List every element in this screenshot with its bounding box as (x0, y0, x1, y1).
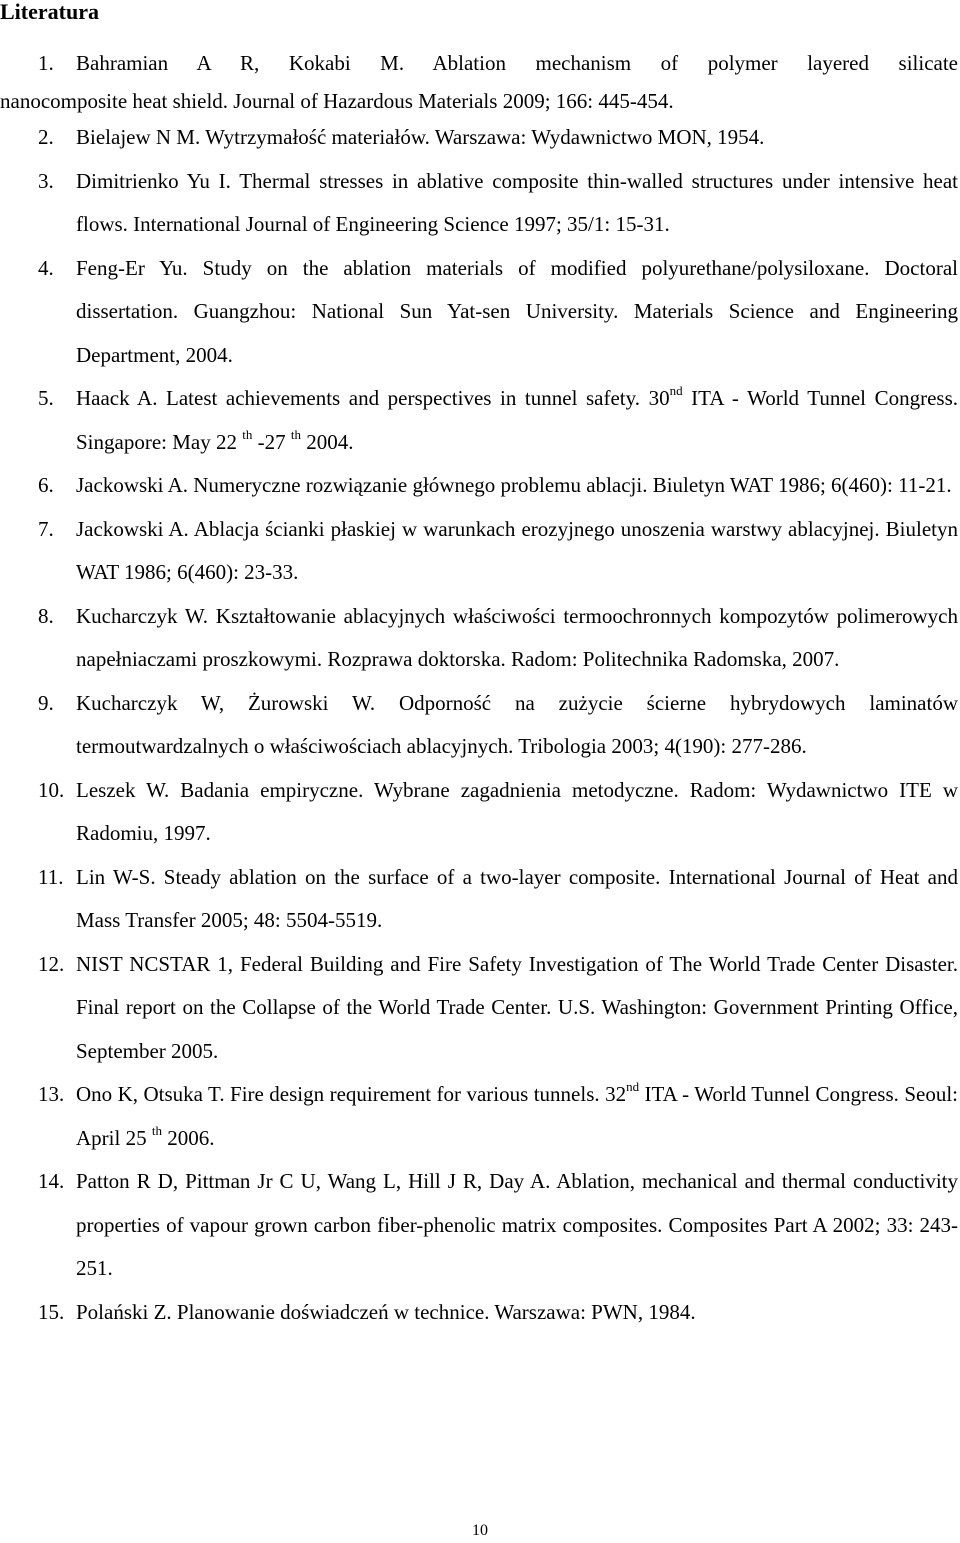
reference-number: 10. (38, 777, 65, 802)
reference-item-10 (0, 769, 958, 856)
reference-item-6 (0, 464, 958, 508)
reference-number: 9. (38, 690, 54, 715)
superscript: th (290, 426, 301, 442)
reference-item-15 (0, 1291, 958, 1335)
reference-text-part-2: ITA - World Tunnel Congress. Seoul: April 25 (76, 1082, 958, 1150)
reference-text: Dimitrienko Yu I. Thermal stresses in ablative composite thin-walled structures under intensive heat flows. International Journal of Engineering Science 1997; 35/1: 15-31. (76, 168, 958, 236)
reference-item-3 (0, 160, 958, 247)
reference-text: Bielajew N M. Wytrzymałość materiałów. Warszawa: Wydawnictwo MON, 1954. (76, 125, 765, 149)
reference-text-part-3: 2006. (161, 1125, 215, 1150)
section-heading: Literatura (0, 0, 99, 24)
reference-item-1-line-1 (0, 44, 958, 82)
reference-text: Lin W-S. Steady ablation on the surface of a two-layer composite. International Journal of Heat and Mass Transfer 2005; 48: 5504-5519. (76, 864, 958, 932)
reference-item-4 (0, 247, 958, 378)
reference-item-12 (0, 943, 958, 1074)
reference-number: 1. (38, 51, 54, 75)
reference-text-part-3: -27 (252, 429, 291, 454)
superscript: th (242, 426, 253, 442)
reference-text: NIST NCSTAR 1, Federal Building and Fire Safety Investigation of The World Trade Center Disaster. Final report on the Collapse of the World Trade Center. U.S. Washington: Government Printing Office, September 2005. (76, 951, 958, 1063)
reference-text: Kucharczyk W, Żurowski W. Odporność na zużycie ścierne hybrydowych laminatów termoutwardzalnych o właściwościach ablacyjnych. Tribologia 2003; 4(190): 277-286. (76, 690, 958, 758)
reference-text: Bahramian A R, Kokabi M. Ablation mechanism of polymer layered silicate (76, 51, 958, 75)
reference-item-1 (0, 44, 958, 120)
reference-number: 2. (38, 125, 54, 149)
reference-number: 14. (38, 1169, 65, 1193)
reference-number: 7. (38, 516, 54, 541)
page-number: 10 (472, 1522, 488, 1539)
reference-item-11 (0, 856, 958, 943)
reference-number: 8. (38, 603, 54, 628)
reference-item-13 (0, 1073, 958, 1160)
reference-number: 4. (38, 255, 54, 280)
reference-text: Patton R D, Pittman Jr C U, Wang L, Hill J R, Day A. Ablation, mechanical and thermal conductivity properties of vapour grown carbon fiber-phenolic matrix composites. Composites Part A 2002; 33: 243-251. (76, 1169, 958, 1280)
superscript: th (151, 1122, 162, 1138)
reference-item-14 (0, 1160, 958, 1291)
reference-list (0, 44, 958, 1334)
reference-number: 6. (38, 473, 54, 497)
superscript: nd (626, 1079, 640, 1094)
reference-item-5 (0, 377, 958, 464)
reference-number: 15. (38, 1299, 65, 1324)
reference-text-part-2: ITA - World Tunnel Congress. Singapore: May 22 (76, 386, 958, 454)
reference-text: Jackowski A. Ablacja ścianki płaskiej w warunkach erozyjnego unoszenia warstwy ablacyjnej. Biuletyn WAT 1986; 6(460): 23-33. (76, 516, 958, 584)
reference-text-part-1: Haack A. Latest achievements and perspectives in tunnel safety. 30 (76, 386, 670, 410)
reference-item-8 (0, 595, 958, 682)
reference-number: 13. (38, 1082, 65, 1106)
reference-number: 5. (38, 386, 54, 410)
reference-item-1-line-2: nanocomposite heat shield. Journal of Hazardous Materials 2009; 166: 445-454. (0, 89, 674, 113)
reference-item-2 (0, 116, 958, 160)
reference-text: Jackowski A. Numeryczne rozwiązanie głównego problemu ablacji. Biuletyn WAT 1986; 6(460): 11-21. (76, 473, 952, 497)
reference-text: Polański Z. Planowanie doświadczeń w technice. Warszawa: PWN, 1984. (76, 1299, 696, 1324)
reference-number: 3. (38, 168, 54, 193)
reference-text-part-1: Ono K, Otsuka T. Fire design requirement for various tunnels. 32 (76, 1082, 627, 1106)
reference-number: 11. (38, 864, 64, 889)
reference-item-7 (0, 508, 958, 595)
reference-text-part-4: 2004. (300, 429, 354, 454)
reference-text: Leszek W. Badania empiryczne. Wybrane zagadnienia metodyczne. Radom: Wydawnictwo ITE w Radomiu, 1997. (76, 777, 958, 845)
reference-text: Kucharczyk W. Kształtowanie ablacyjnych właściwości termoochronnych kompozytów polimerowych napełniaczami proszkowymi. Rozprawa doktorska. Radom: Politechnika Radomska, 2007. (76, 603, 958, 671)
reference-text: Feng-Er Yu. Study on the ablation materials of modified polyurethane/polysiloxane. Doctoral dissertation. Guangzhou: National Sun Yat-sen University. Materials Science and Engineering Department, 2004. (76, 255, 958, 367)
reference-number: 12. (38, 951, 65, 976)
reference-item-9 (0, 682, 958, 769)
superscript: nd (669, 383, 683, 398)
